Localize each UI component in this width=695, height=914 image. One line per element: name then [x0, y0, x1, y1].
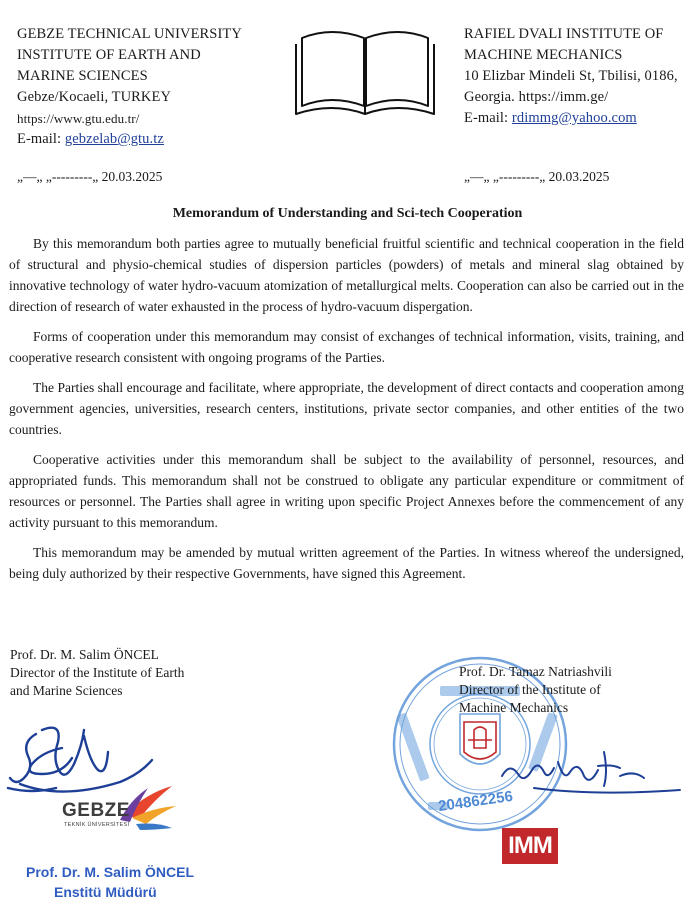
left-header-line: MARINE SCIENCES — [17, 68, 148, 84]
right-signatory-title: Machine Mechanics — [459, 700, 569, 715]
body-paragraph: By this memorandum both parties agree to mutually beneficial fruitful scientific and technical cooperation in the field of structural and physio-chemical studies of dispersion particles (powders) of metals and mineral slag obtained by innovative technology of water hydro-vacuum atomization of metallurgical melts. Cooperation can also be carried out in the direction of research of water exhausted in the process of hydro-vacuum dispergation. — [9, 236, 684, 314]
left-signatory-name: Prof. Dr. M. Salim ÖNCEL — [10, 647, 159, 662]
left-signatory-title: Director of the Institute of Earth — [10, 665, 185, 680]
left-header-line: INSTITUTE OF EARTH AND — [17, 47, 201, 63]
body-paragraph: Forms of cooperation under this memorandum may consist of exchanges of technical information, visits, training, and cooperative research consistent with ongoing programs of the Parties. — [9, 329, 684, 365]
body-paragraph: The Parties shall encourage and facilitate, where appropriate, the development of direct contacts and cooperation among government agencies, universities, research centers, institutions, private sector companies, and other entities of the two countries. — [9, 380, 684, 437]
left-institution-header — [17, 24, 242, 150]
right-date: „—„ „---------„ 20.03.2025 — [464, 169, 610, 184]
right-header-line: Georgia. https://imm.ge/ — [464, 89, 609, 105]
right-header-line: 10 Elizbar Mindeli St, Tbilisi, 0186, — [464, 68, 678, 84]
seal-number: 204862256 — [437, 787, 514, 816]
left-header-line: GEBZE TECHNICAL UNIVERSITY — [17, 26, 242, 42]
left-email-row — [17, 129, 242, 150]
left-name-stamp — [26, 862, 194, 902]
gebze-logo-subtext: TEKNİK ÜNİVERSİTESİ — [64, 822, 130, 828]
right-email-link[interactable]: rdimmg@yahoo.com — [511, 110, 637, 126]
left-header-website: https://www.gtu.edu.tr/ — [17, 111, 140, 126]
memorandum-body — [9, 233, 684, 593]
right-email-label: E-mail: — [464, 110, 512, 126]
open-book-icon — [292, 26, 438, 123]
left-email-label: E-mail: — [17, 131, 65, 147]
left-email-link[interactable]: gebzelab@gtu.tz — [64, 131, 164, 147]
body-paragraph: This memorandum may be amended by mutual written agreement of the Parties. In witness whereof the undersigned, being duly authorized by their respective Governments, have signed this Agreement. — [9, 545, 684, 581]
left-signatory-title: and Marine Sciences — [10, 683, 123, 698]
left-header-line: Gebze/Kocaeli, TURKEY — [17, 89, 172, 105]
right-header-line: MACHINE MECHANICS — [464, 47, 623, 63]
body-paragraph: Cooperative activities under this memorandum shall be subject to the availability of personnel, resources, and appropriated funds. This memorandum shall not be construed to obligate any particular expenditure or commitment of resources or personnel. The Parties shall agree in writing upon specific Project Annexes before the commencement of any activity pursuant to this memorandum. — [9, 452, 684, 530]
right-header-line: RAFIEL DVALI INSTITUTE OF — [464, 26, 664, 42]
gebze-logo-text: GEBZE — [62, 800, 130, 821]
right-signatory-block — [459, 663, 612, 717]
imm-logo: IMM — [502, 828, 558, 864]
stamp-name: Prof. Dr. M. Salim ÖNCEL — [26, 864, 195, 880]
stamp-title: Enstitü Müdürü — [54, 884, 157, 900]
right-institution-header — [464, 24, 678, 129]
left-date: „—„ „---------„ 20.03.2025 — [17, 169, 163, 184]
document-title: Memorandum of Understanding and Sci-tech Cooperation — [172, 206, 523, 221]
right-email-row — [464, 108, 678, 129]
right-signature — [494, 742, 684, 809]
right-signatory-name: Prof. Dr. Tamaz Natriashvili — [459, 664, 612, 679]
left-signatory-block — [10, 646, 184, 700]
right-signatory-title: Director of the Institute of — [459, 682, 601, 697]
